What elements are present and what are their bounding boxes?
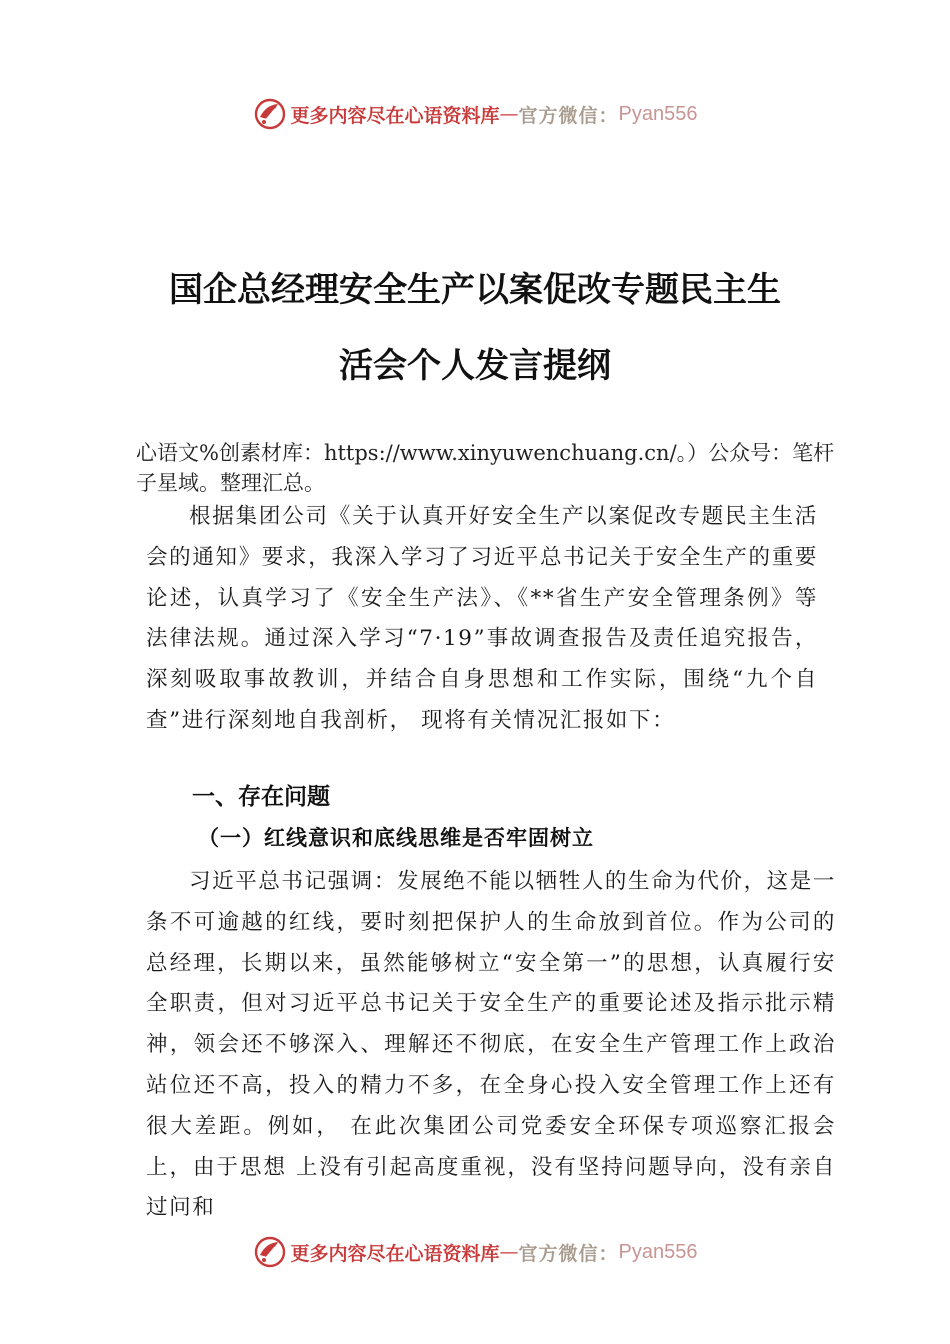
pen-nib-icon bbox=[253, 97, 287, 131]
banner-wechat-id: Pyan556 bbox=[618, 102, 698, 125]
intro-paragraph: 根据集团公司《关于认真开好安全生产以案促改专题民主生活会的通知》要求，我深入学习了习近平总书记关于安全生产的重要论述，认真学习了《安全生产法》、《**省生产安全管理条例》等法律法规。通过深入学习“7·19”事故调查报告及责任追究报告，深刻吸取事故教训，并结合自身思想和工作实际，围绕“九个自查”进行深刻地自我剖析， 现将有关情况汇报如下： bbox=[146, 504, 818, 733]
banner-separator: — bbox=[499, 1241, 519, 1263]
banner-separator: — bbox=[499, 103, 519, 125]
body-paragraph: 习近平总书记强调：发展绝不能以牺牲人的生命为代价，这是一条不可逾越的红线，要时刻把保护人的生命放到首位。作为公司的总经理，长期以来，虽然能够树立“安全第一”的思想，认真履行安全职责，但对习近平总书记关于安全生产的重要论述及指示批示精神，领会还不够深入、理解还不彻底，在安全生产管理工作上政治站位还不高，投入的精力不多，在全身心投入安全管理工作上还有很大差距。例如， 在此次集团公司党委安全环保专项巡察汇报会上，由于思想 上没有引起高度重视，没有坚持问题导向，没有亲自过问和 bbox=[146, 869, 836, 1221]
section-heading: 一、存在问题 bbox=[192, 784, 330, 810]
document-title-line-1: 国企总经理安全生产以案促改专题民主生 bbox=[169, 270, 781, 310]
banner-wechat-label: 官方微信： bbox=[518, 104, 619, 127]
banner-brand-text: 更多内容尽在心语资料库 bbox=[290, 104, 500, 127]
footer-banner bbox=[0, 1232, 950, 1272]
pen-nib-icon bbox=[253, 1235, 287, 1269]
banner-brand-text: 更多内容尽在心语资料库 bbox=[290, 1242, 500, 1265]
subsection-heading: （一）红线意识和底线思维是否牢固树立 bbox=[198, 825, 594, 850]
document-title-line-2: 活会个人发言提纲 bbox=[339, 346, 611, 386]
source-note: 心语文%创素材库：https://www.xinyuwenchuang.cn/。）公众号：笔杆子星域。整理汇总。 bbox=[136, 441, 835, 495]
banner-wechat-label: 官方微信： bbox=[518, 1242, 619, 1265]
banner-wechat-id: Pyan556 bbox=[618, 1240, 698, 1263]
header-banner bbox=[0, 94, 950, 134]
